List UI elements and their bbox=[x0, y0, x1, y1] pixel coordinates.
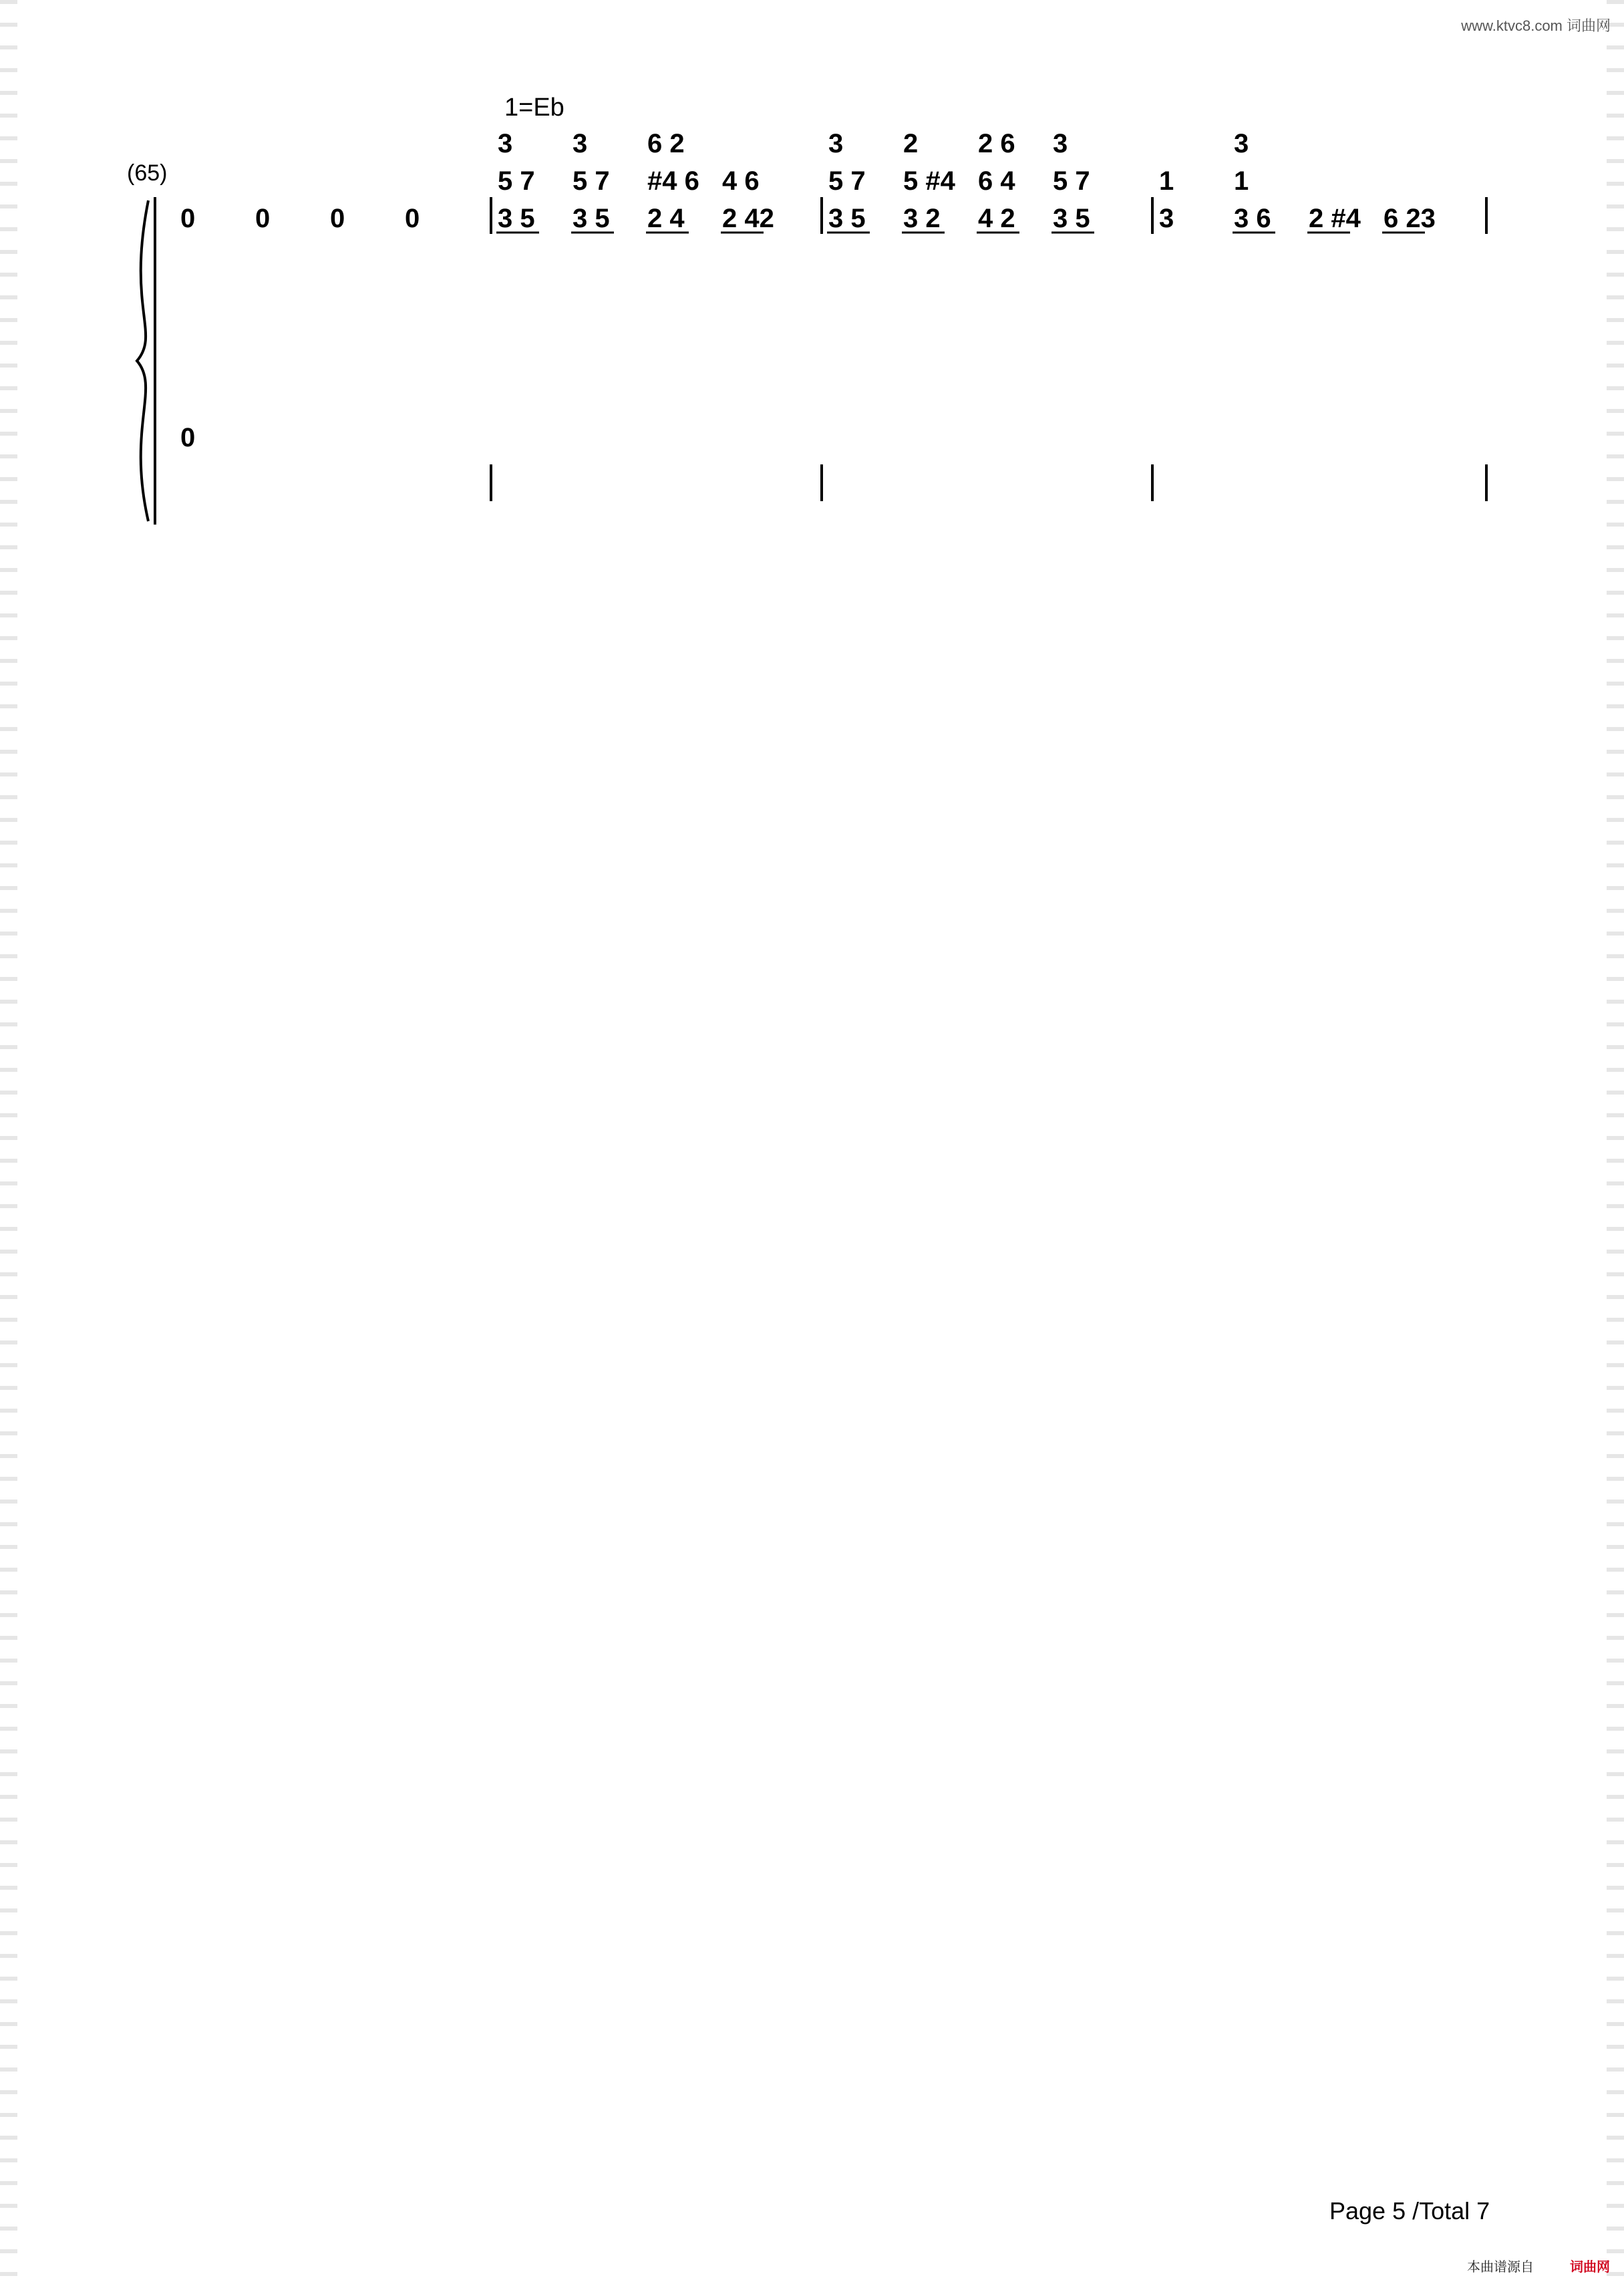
treble-note-top: 3 bbox=[1053, 129, 1068, 158]
treble-note-low: 0 bbox=[255, 204, 271, 233]
treble-note-mid: 1 bbox=[1234, 166, 1249, 196]
treble-note-mid: 4 6 bbox=[722, 166, 760, 196]
treble-note-low: 3 5 bbox=[828, 204, 866, 233]
treble-note-top: 3 bbox=[573, 129, 588, 158]
treble-note-low: 3 5 bbox=[573, 204, 610, 233]
source-label: 本曲谱源自 bbox=[1467, 2260, 1534, 2275]
treble-note-top: 3 bbox=[1234, 129, 1249, 158]
treble-note-mid: #4 6 bbox=[647, 166, 699, 196]
treble-note-low: 3 2 bbox=[903, 204, 941, 233]
treble-note-low: 3 bbox=[1159, 204, 1174, 233]
system-brace bbox=[137, 200, 148, 521]
key-signature: 1=Eb bbox=[504, 94, 564, 122]
treble-note-top: 3 bbox=[828, 129, 844, 158]
treble-note-low: 0 bbox=[180, 204, 196, 233]
treble-note-low: 3 5 bbox=[1053, 204, 1090, 233]
treble-note-low: 6 23 bbox=[1384, 204, 1436, 233]
system-number: (65) bbox=[127, 160, 168, 186]
treble-note-low: 2 42 bbox=[722, 204, 774, 233]
brand-logo: 词曲网 bbox=[1570, 2260, 1610, 2275]
treble-note-mid: 6 4 bbox=[978, 166, 1015, 196]
treble-note-top: 6 2 bbox=[647, 129, 685, 158]
treble-note-low: 0 bbox=[405, 204, 420, 233]
treble-note-low: 2 4 bbox=[647, 204, 685, 233]
treble-note-mid: 5 7 bbox=[1053, 166, 1090, 196]
treble-note-top: 2 bbox=[903, 129, 919, 158]
treble-note-mid: 5 7 bbox=[498, 166, 535, 196]
treble-note-mid: 5 7 bbox=[573, 166, 610, 196]
page-number: Page 5 /Total 7 bbox=[1329, 2197, 1490, 2225]
bass-note-low: 0 bbox=[180, 423, 196, 452]
treble-note-top: 3 bbox=[498, 129, 513, 158]
treble-note-mid: 5 #4 bbox=[903, 166, 955, 196]
treble-note-low: 0 bbox=[330, 204, 345, 233]
treble-note-top: 2 6 bbox=[978, 129, 1015, 158]
site-watermark: www.ktvc8.com 词曲网 bbox=[1461, 17, 1611, 34]
treble-note-low: 3 5 bbox=[498, 204, 535, 233]
treble-note-mid: 1 bbox=[1159, 166, 1174, 196]
treble-note-low: 3 6 bbox=[1234, 204, 1271, 233]
treble-note-low: 4 2 bbox=[978, 204, 1015, 233]
treble-note-mid: 5 7 bbox=[828, 166, 866, 196]
treble-note-low: 2 #4 bbox=[1309, 204, 1361, 233]
